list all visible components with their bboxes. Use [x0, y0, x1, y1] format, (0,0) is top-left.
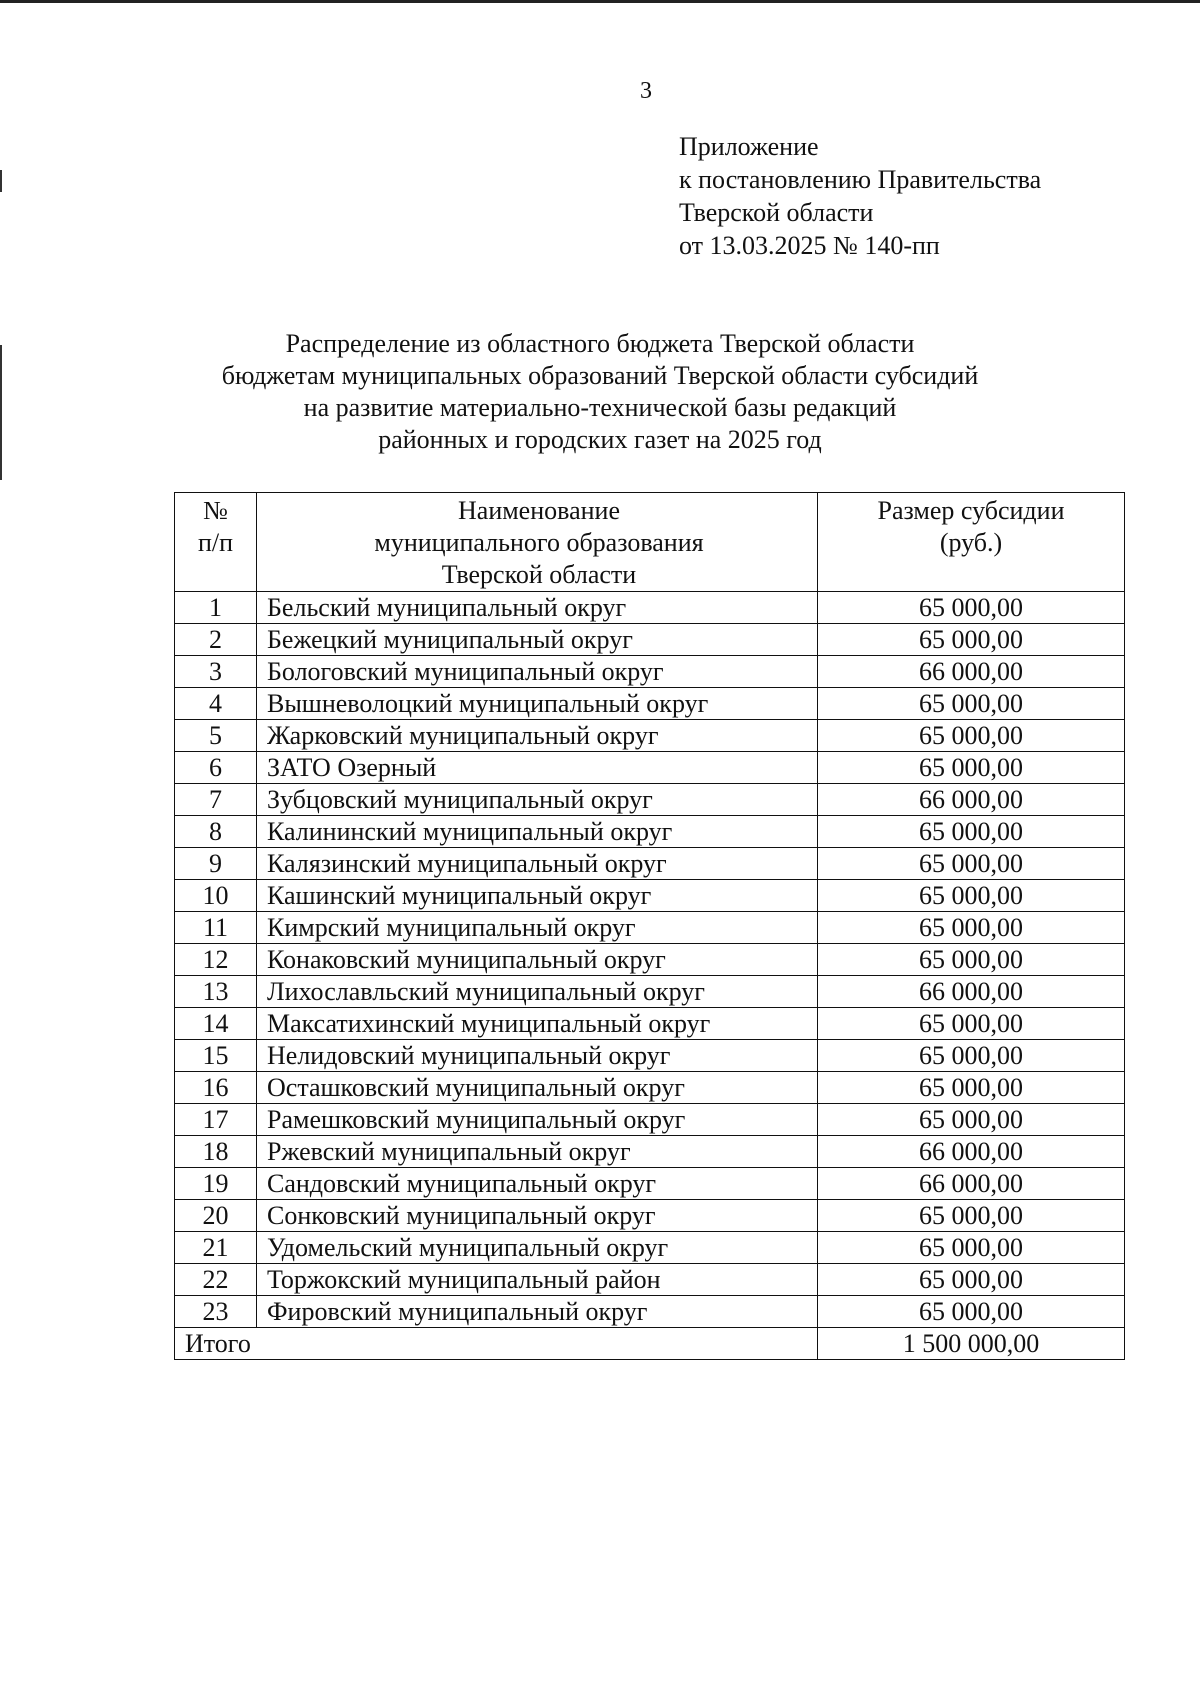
- header-amount: Размер субсидии (руб.): [818, 493, 1125, 592]
- row-number: 13: [175, 976, 257, 1008]
- row-amount: 65 000,00: [818, 880, 1125, 912]
- row-number: 1: [175, 592, 257, 624]
- row-amount: 66 000,00: [818, 1168, 1125, 1200]
- row-amount: 65 000,00: [818, 720, 1125, 752]
- appendix-line: к постановлению Правительства: [679, 165, 1042, 194]
- table-row: [175, 720, 1125, 752]
- row-municipality: Бежецкий муниципальный округ: [257, 624, 818, 656]
- row-number: 2: [175, 624, 257, 656]
- table-header-row: [175, 493, 1125, 592]
- row-number: 5: [175, 720, 257, 752]
- row-municipality: Калининский муниципальный округ: [257, 816, 818, 848]
- row-amount: 65 000,00: [818, 624, 1125, 656]
- row-municipality: Жарковский муниципальный округ: [257, 720, 818, 752]
- row-municipality: ЗАТО Озерный: [257, 752, 818, 784]
- table-row: [175, 1296, 1125, 1328]
- row-number: 17: [175, 1104, 257, 1136]
- total-amount: 1 500 000,00: [818, 1328, 1125, 1360]
- row-number: 20: [175, 1200, 257, 1232]
- table-row: [175, 816, 1125, 848]
- table-row: [175, 1232, 1125, 1264]
- row-municipality: Зубцовский муниципальный округ: [257, 784, 818, 816]
- row-amount: 65 000,00: [818, 1040, 1125, 1072]
- row-municipality: Удомельский муниципальный округ: [257, 1232, 818, 1264]
- table-row: [175, 1264, 1125, 1296]
- row-number: 23: [175, 1296, 257, 1328]
- row-amount: 65 000,00: [818, 1008, 1125, 1040]
- scan-edge-mark: [0, 170, 2, 192]
- row-municipality: Конаковский муниципальный округ: [257, 944, 818, 976]
- row-municipality: Лихославльский муниципальный округ: [257, 976, 818, 1008]
- scan-edge-mark: [0, 345, 2, 480]
- row-number: 12: [175, 944, 257, 976]
- row-municipality: Кимрский муниципальный округ: [257, 912, 818, 944]
- appendix-header: [679, 130, 1041, 262]
- appendix-line: Приложение: [679, 132, 819, 161]
- table-row: [175, 656, 1125, 688]
- row-amount: 65 000,00: [818, 944, 1125, 976]
- row-amount: 65 000,00: [818, 912, 1125, 944]
- document-title: [150, 328, 1050, 456]
- row-municipality: Рамешковский муниципальный округ: [257, 1104, 818, 1136]
- row-number: 14: [175, 1008, 257, 1040]
- row-municipality: Фировский муниципальный округ: [257, 1296, 818, 1328]
- row-municipality: Торжокский муниципальный район: [257, 1264, 818, 1296]
- table-row: [175, 1136, 1125, 1168]
- total-row: [175, 1328, 1125, 1360]
- row-amount: 65 000,00: [818, 1072, 1125, 1104]
- row-amount: 66 000,00: [818, 784, 1125, 816]
- appendix-line: от 13.03.2025 № 140-пп: [679, 231, 940, 260]
- row-municipality: Сонковский муниципальный округ: [257, 1200, 818, 1232]
- table-row: [175, 1040, 1125, 1072]
- row-municipality: Бельский муниципальный округ: [257, 592, 818, 624]
- row-amount: 65 000,00: [818, 848, 1125, 880]
- table-row: [175, 944, 1125, 976]
- table-row: [175, 848, 1125, 880]
- title-line: Распределение из областного бюджета Тверской области: [285, 329, 915, 358]
- scan-top-edge: [0, 0, 1200, 3]
- row-number: 3: [175, 656, 257, 688]
- table-row: [175, 752, 1125, 784]
- table-row: [175, 976, 1125, 1008]
- row-amount: 65 000,00: [818, 816, 1125, 848]
- table-row: [175, 1168, 1125, 1200]
- appendix-line: Тверской области: [679, 198, 874, 227]
- row-amount: 66 000,00: [818, 656, 1125, 688]
- row-municipality: Осташковский муниципальный округ: [257, 1072, 818, 1104]
- row-municipality: Максатихинский муниципальный округ: [257, 1008, 818, 1040]
- row-amount: 66 000,00: [818, 976, 1125, 1008]
- row-amount: 65 000,00: [818, 1200, 1125, 1232]
- row-number: 9: [175, 848, 257, 880]
- page-number: 3: [640, 78, 652, 104]
- title-line: на развитие материально-технической базы редакций: [303, 393, 897, 422]
- row-amount: 65 000,00: [818, 592, 1125, 624]
- row-number: 19: [175, 1168, 257, 1200]
- row-number: 8: [175, 816, 257, 848]
- row-municipality: Ржевский муниципальный округ: [257, 1136, 818, 1168]
- row-number: 15: [175, 1040, 257, 1072]
- row-municipality: Кашинский муниципальный округ: [257, 880, 818, 912]
- row-number: 18: [175, 1136, 257, 1168]
- row-municipality: Нелидовский муниципальный округ: [257, 1040, 818, 1072]
- table-row: [175, 688, 1125, 720]
- row-number: 7: [175, 784, 257, 816]
- row-amount: 65 000,00: [818, 1104, 1125, 1136]
- table-row: [175, 1072, 1125, 1104]
- table-row: [175, 880, 1125, 912]
- table-row: [175, 1104, 1125, 1136]
- table-row: [175, 912, 1125, 944]
- table-row: [175, 1200, 1125, 1232]
- table-row: [175, 624, 1125, 656]
- row-amount: 65 000,00: [818, 1232, 1125, 1264]
- row-number: 6: [175, 752, 257, 784]
- row-amount: 65 000,00: [818, 1296, 1125, 1328]
- row-municipality: Калязинский муниципальный округ: [257, 848, 818, 880]
- total-label: Итого: [175, 1328, 818, 1360]
- row-amount: 65 000,00: [818, 688, 1125, 720]
- title-line: районных и городских газет на 2025 год: [378, 425, 822, 454]
- title-line: бюджетам муниципальных образований Тверской области субсидий: [221, 361, 979, 390]
- row-number: 4: [175, 688, 257, 720]
- row-number: 10: [175, 880, 257, 912]
- table-row: [175, 1008, 1125, 1040]
- header-municipality: Наименование муниципального образования Тверской области: [257, 493, 818, 592]
- table-row: [175, 592, 1125, 624]
- table-row: [175, 784, 1125, 816]
- row-municipality: Бологовский муниципальный округ: [257, 656, 818, 688]
- row-number: 16: [175, 1072, 257, 1104]
- row-number: 21: [175, 1232, 257, 1264]
- header-number: № п/п: [175, 493, 257, 592]
- row-municipality: Сандовский муниципальный округ: [257, 1168, 818, 1200]
- row-number: 22: [175, 1264, 257, 1296]
- row-municipality: Вышневолоцкий муниципальный округ: [257, 688, 818, 720]
- row-number: 11: [175, 912, 257, 944]
- subsidy-table: [174, 492, 1125, 1360]
- row-amount: 66 000,00: [818, 1136, 1125, 1168]
- row-amount: 65 000,00: [818, 1264, 1125, 1296]
- row-amount: 65 000,00: [818, 752, 1125, 784]
